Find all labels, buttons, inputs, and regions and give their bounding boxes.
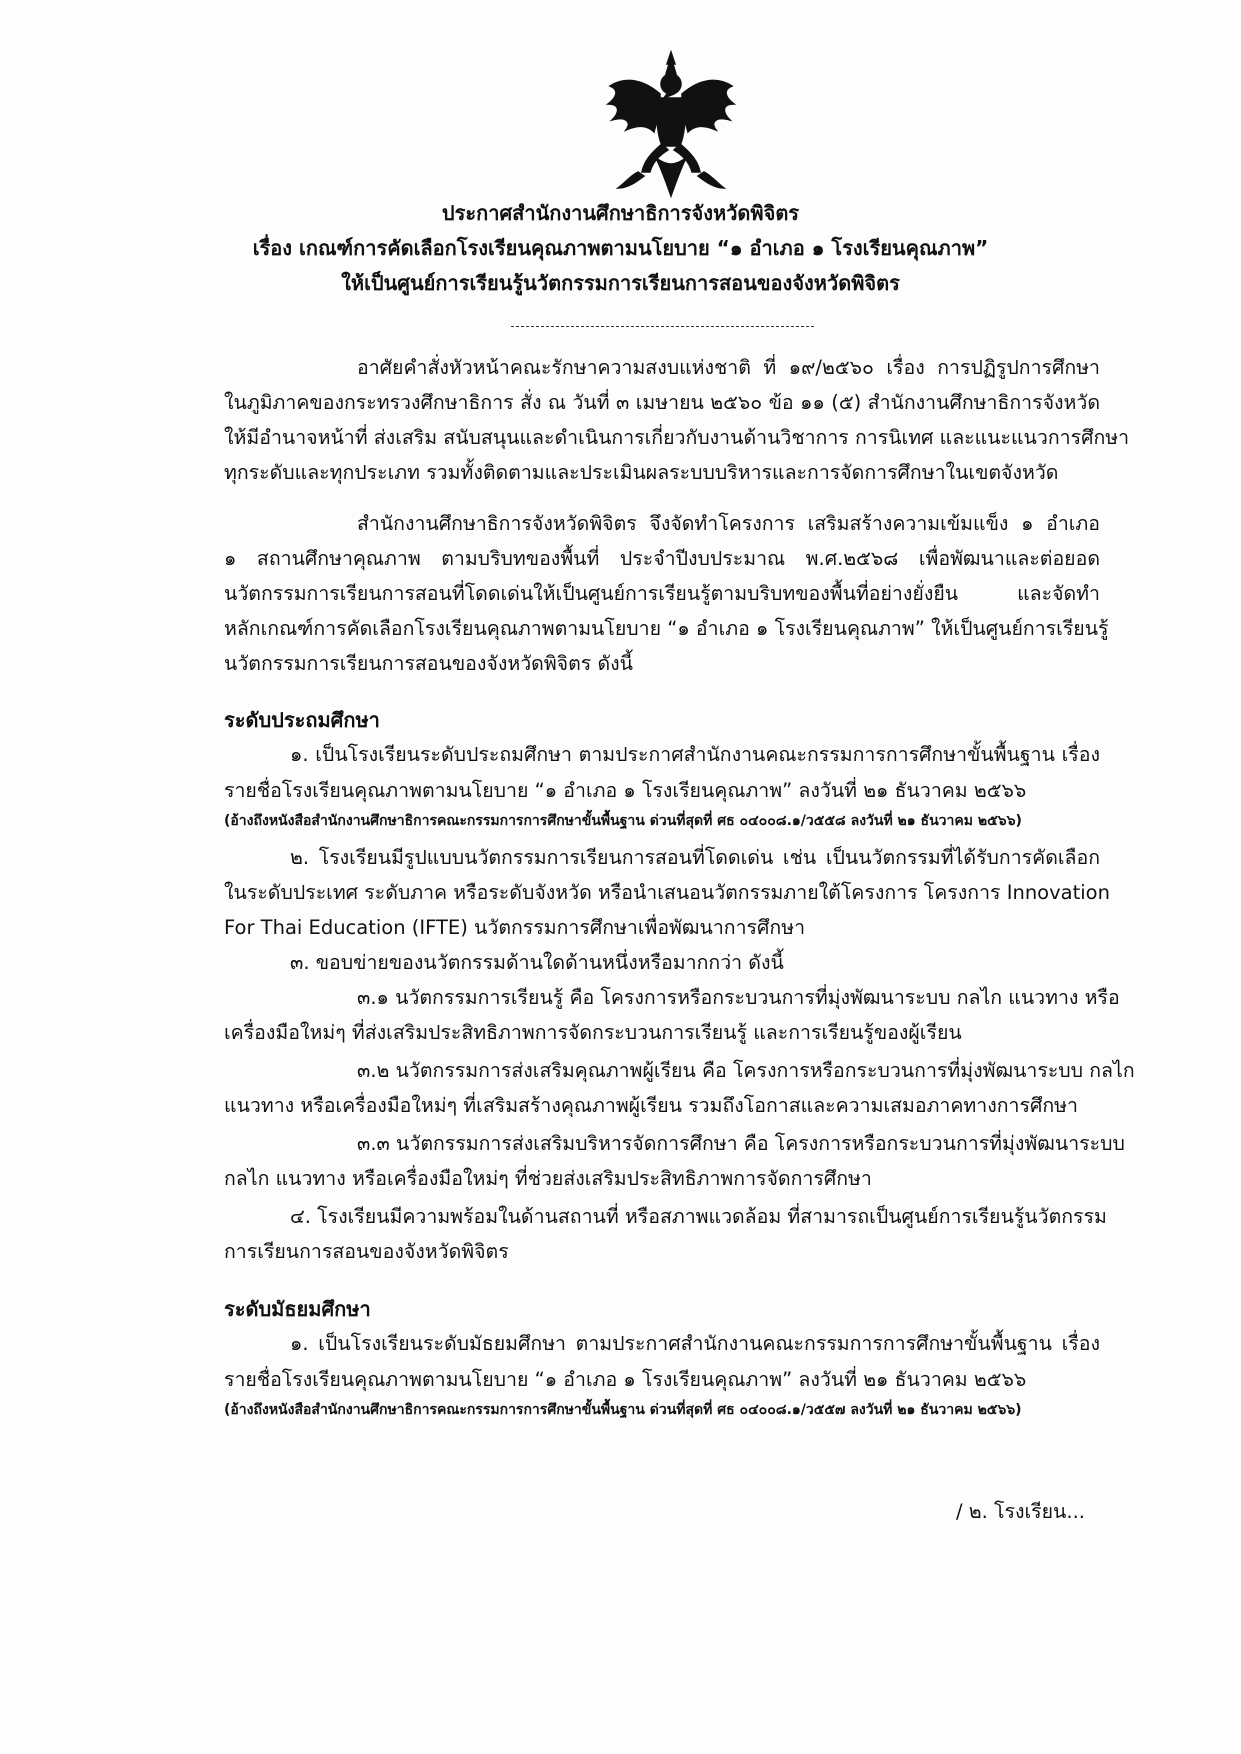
primary-item3-3-line2: กลไก แนวทาง หรือเครื่องมือใหม่ๆ ที่ช่วยส่งเสริมประสิทธิภาพการจัดการศึกษา [224, 1167, 872, 1190]
doc-title-line2: เรื่อง เกณฑ์การคัดเลือกโรงเรียนคุณภาพตามนโยบาย “๑ อำเภอ ๑ โรงเรียนคุณภาพ” [252, 236, 989, 260]
secondary-item1-ref: (อ้างถึงหนังสือสำนักงานศึกษาธิการคณะกรรมการการศึกษาขั้นพื้นฐาน ด่วนที่สุดที่ ศธ ๐๔๐๐๘.๑/ว๕๕๗ ลงวันที่ ๒๑ ธันวาคม ๒๕๖๖) [224, 1402, 1022, 1418]
intro-p2-line4: หลักเกณฑ์การคัดเลือกโรงเรียนคุณภาพตามนโยบาย “๑ อำเภอ ๑ โรงเรียนคุณภาพ” ให้เป็นศูนย์การเรียนรู้ [224, 617, 1109, 640]
garuda-emblem-icon [604, 50, 738, 200]
primary-item2-line1: ๒. โรงเรียนมีรูปแบบนวัตกรรมการเรียนการสอนที่โดดเด่น เช่น เป็นนวัตกรรมที่ได้รับการคัดเลือก [290, 846, 1100, 869]
intro-p2-line3: นวัตกรรมการเรียนการสอนที่โดดเด่นให้เป็นศูนย์การเรียนรู้ตามบริบทของพื้นที่อย่างยั่งยืน และจัดทำ [224, 582, 1100, 605]
title-separator [511, 326, 814, 327]
primary-item1-line1: ๑. เป็นโรงเรียนระดับประถมศึกษา ตามประกาศสำนักงานคณะกรรมการการศึกษาขั้นพื้นฐาน เรื่อง [290, 743, 1100, 766]
intro-p1-line2: ในภูมิภาคของกระทรวงศึกษาธิการ สั่ง ณ วันที่ ๓ เมษายน ๒๕๖๐ ข้อ ๑๑ (๕) สำนักงานศึกษาธิการจังหวัด [224, 391, 1100, 414]
intro-p1-line3: ให้มีอำนาจหน้าที่ ส่งเสริม สนับสนุนและดำเนินการเกี่ยวกับงานด้านวิชาการ การนิเทศ และแนะแนวการศึกษา [224, 426, 1130, 449]
primary-item1-line2: รายชื่อโรงเรียนคุณภาพตามนโยบาย “๑ อำเภอ ๑ โรงเรียนคุณภาพ” ลงวันที่ ๒๑ ธันวาคม ๒๕๖๖ [224, 779, 1027, 802]
doc-title-line1: ประกาศสำนักงานศึกษาธิการจังหวัดพิจิตร [441, 201, 800, 225]
primary-item2-line3: For Thai Education (IFTE) นวัตกรรมการศึกษาเพื่อพัฒนาการศึกษา [224, 916, 806, 939]
primary-item3: ๓. ขอบข่ายของนวัตกรรมด้านใดด้านหนึ่งหรือมากกว่า ดังนี้ [290, 951, 784, 974]
page-continuation: / ๒. โรงเรียน... [956, 1500, 1085, 1523]
secondary-heading: ระดับมัธยมศึกษา [224, 1297, 371, 1321]
intro-p2-line5: นวัตกรรมการเรียนการสอนของจังหวัดพิจิตร ดังนี้ [224, 652, 633, 675]
primary-item3-3-line1: ๓.๓ นวัตกรรมการส่งเสริมบริหารจัดการศึกษา คือ โครงการหรือกระบวนการที่มุ่งพัฒนาระบบ [357, 1132, 1125, 1155]
primary-item4-line2: การเรียนการสอนของจังหวัดพิจิตร [224, 1240, 509, 1263]
primary-item3-1-line2: เครื่องมือใหม่ๆ ที่ส่งเสริมประสิทธิภาพการจัดกระบวนการเรียนรู้ และการเรียนรู้ของผู้เรียน [224, 1021, 962, 1044]
doc-title-line3: ให้เป็นศูนย์การเรียนรู้นวัตกรรมการเรียนการสอนของจังหวัดพิจิตร [341, 271, 900, 295]
primary-item2-line2: ในระดับประเทศ ระดับภาค หรือระดับจังหวัด หรือนำเสนอนวัตกรรมภายใต้โครงการ โครงการ Innovation [224, 881, 1110, 904]
primary-item4-line1: ๔. โรงเรียนมีความพร้อมในด้านสถานที่ หรือสภาพแวดล้อม ที่สามารถเป็นศูนย์การเรียนรู้นวัตกรรม [290, 1205, 1107, 1228]
primary-heading: ระดับประถมศึกษา [224, 708, 380, 732]
intro-p2-line2: ๑ สถานศึกษาคุณภาพ ตามบริบทของพื้นที่ ประจำปีงบประมาณ พ.ศ.๒๕๖๘ เพื่อพัฒนาและต่อยอด [224, 547, 1100, 570]
intro-p1-line4: ทุกระดับและทุกประเภท รวมทั้งติดตามและประเมินผลระบบบริหารและการจัดการศึกษาในเขตจังหวัด [224, 461, 1059, 484]
primary-item3-2-line2: แนวทาง หรือเครื่องมือใหม่ๆ ที่เสริมสร้างคุณภาพผู้เรียน รวมถึงโอกาสและความเสมอภาคทางการศึกษา [224, 1094, 1078, 1117]
secondary-item1-line2: รายชื่อโรงเรียนคุณภาพตามนโยบาย “๑ อำเภอ ๑ โรงเรียนคุณภาพ” ลงวันที่ ๒๑ ธันวาคม ๒๕๖๖ [224, 1368, 1027, 1391]
primary-item1-ref: (อ้างถึงหนังสือสำนักงานศึกษาธิการคณะกรรมการการศึกษาขั้นพื้นฐาน ด่วนที่สุดที่ ศธ ๐๔๐๐๘.๑/ว๕๕๘ ลงวันที่ ๒๑ ธันวาคม ๒๕๖๖) [224, 813, 1022, 829]
intro-p1-line1: อาศัยคำสั่งหัวหน้าคณะรักษาความสงบแห่งชาติ ที่ ๑๙/๒๕๖๐ เรื่อง การปฏิรูปการศึกษา [357, 356, 1100, 379]
intro-p2-line1: สำนักงานศึกษาธิการจังหวัดพิจิตร จึงจัดทำโครงการ เสริมสร้างความเข้มแข็ง ๑ อำเภอ [357, 512, 1100, 535]
primary-item3-2-line1: ๓.๒ นวัตกรรมการส่งเสริมคุณภาพผู้เรียน คือ โครงการหรือกระบวนการที่มุ่งพัฒนาระบบ กลไก [357, 1059, 1135, 1082]
primary-item3-1-line1: ๓.๑ นวัตกรรมการเรียนรู้ คือ โครงการหรือกระบวนการที่มุ่งพัฒนาระบบ กลไก แนวทาง หรือ [357, 986, 1120, 1009]
secondary-item1-line1: ๑. เป็นโรงเรียนระดับมัธยมศึกษา ตามประกาศสำนักงานคณะกรรมการการศึกษาขั้นพื้นฐาน เรื่อง [290, 1332, 1100, 1355]
